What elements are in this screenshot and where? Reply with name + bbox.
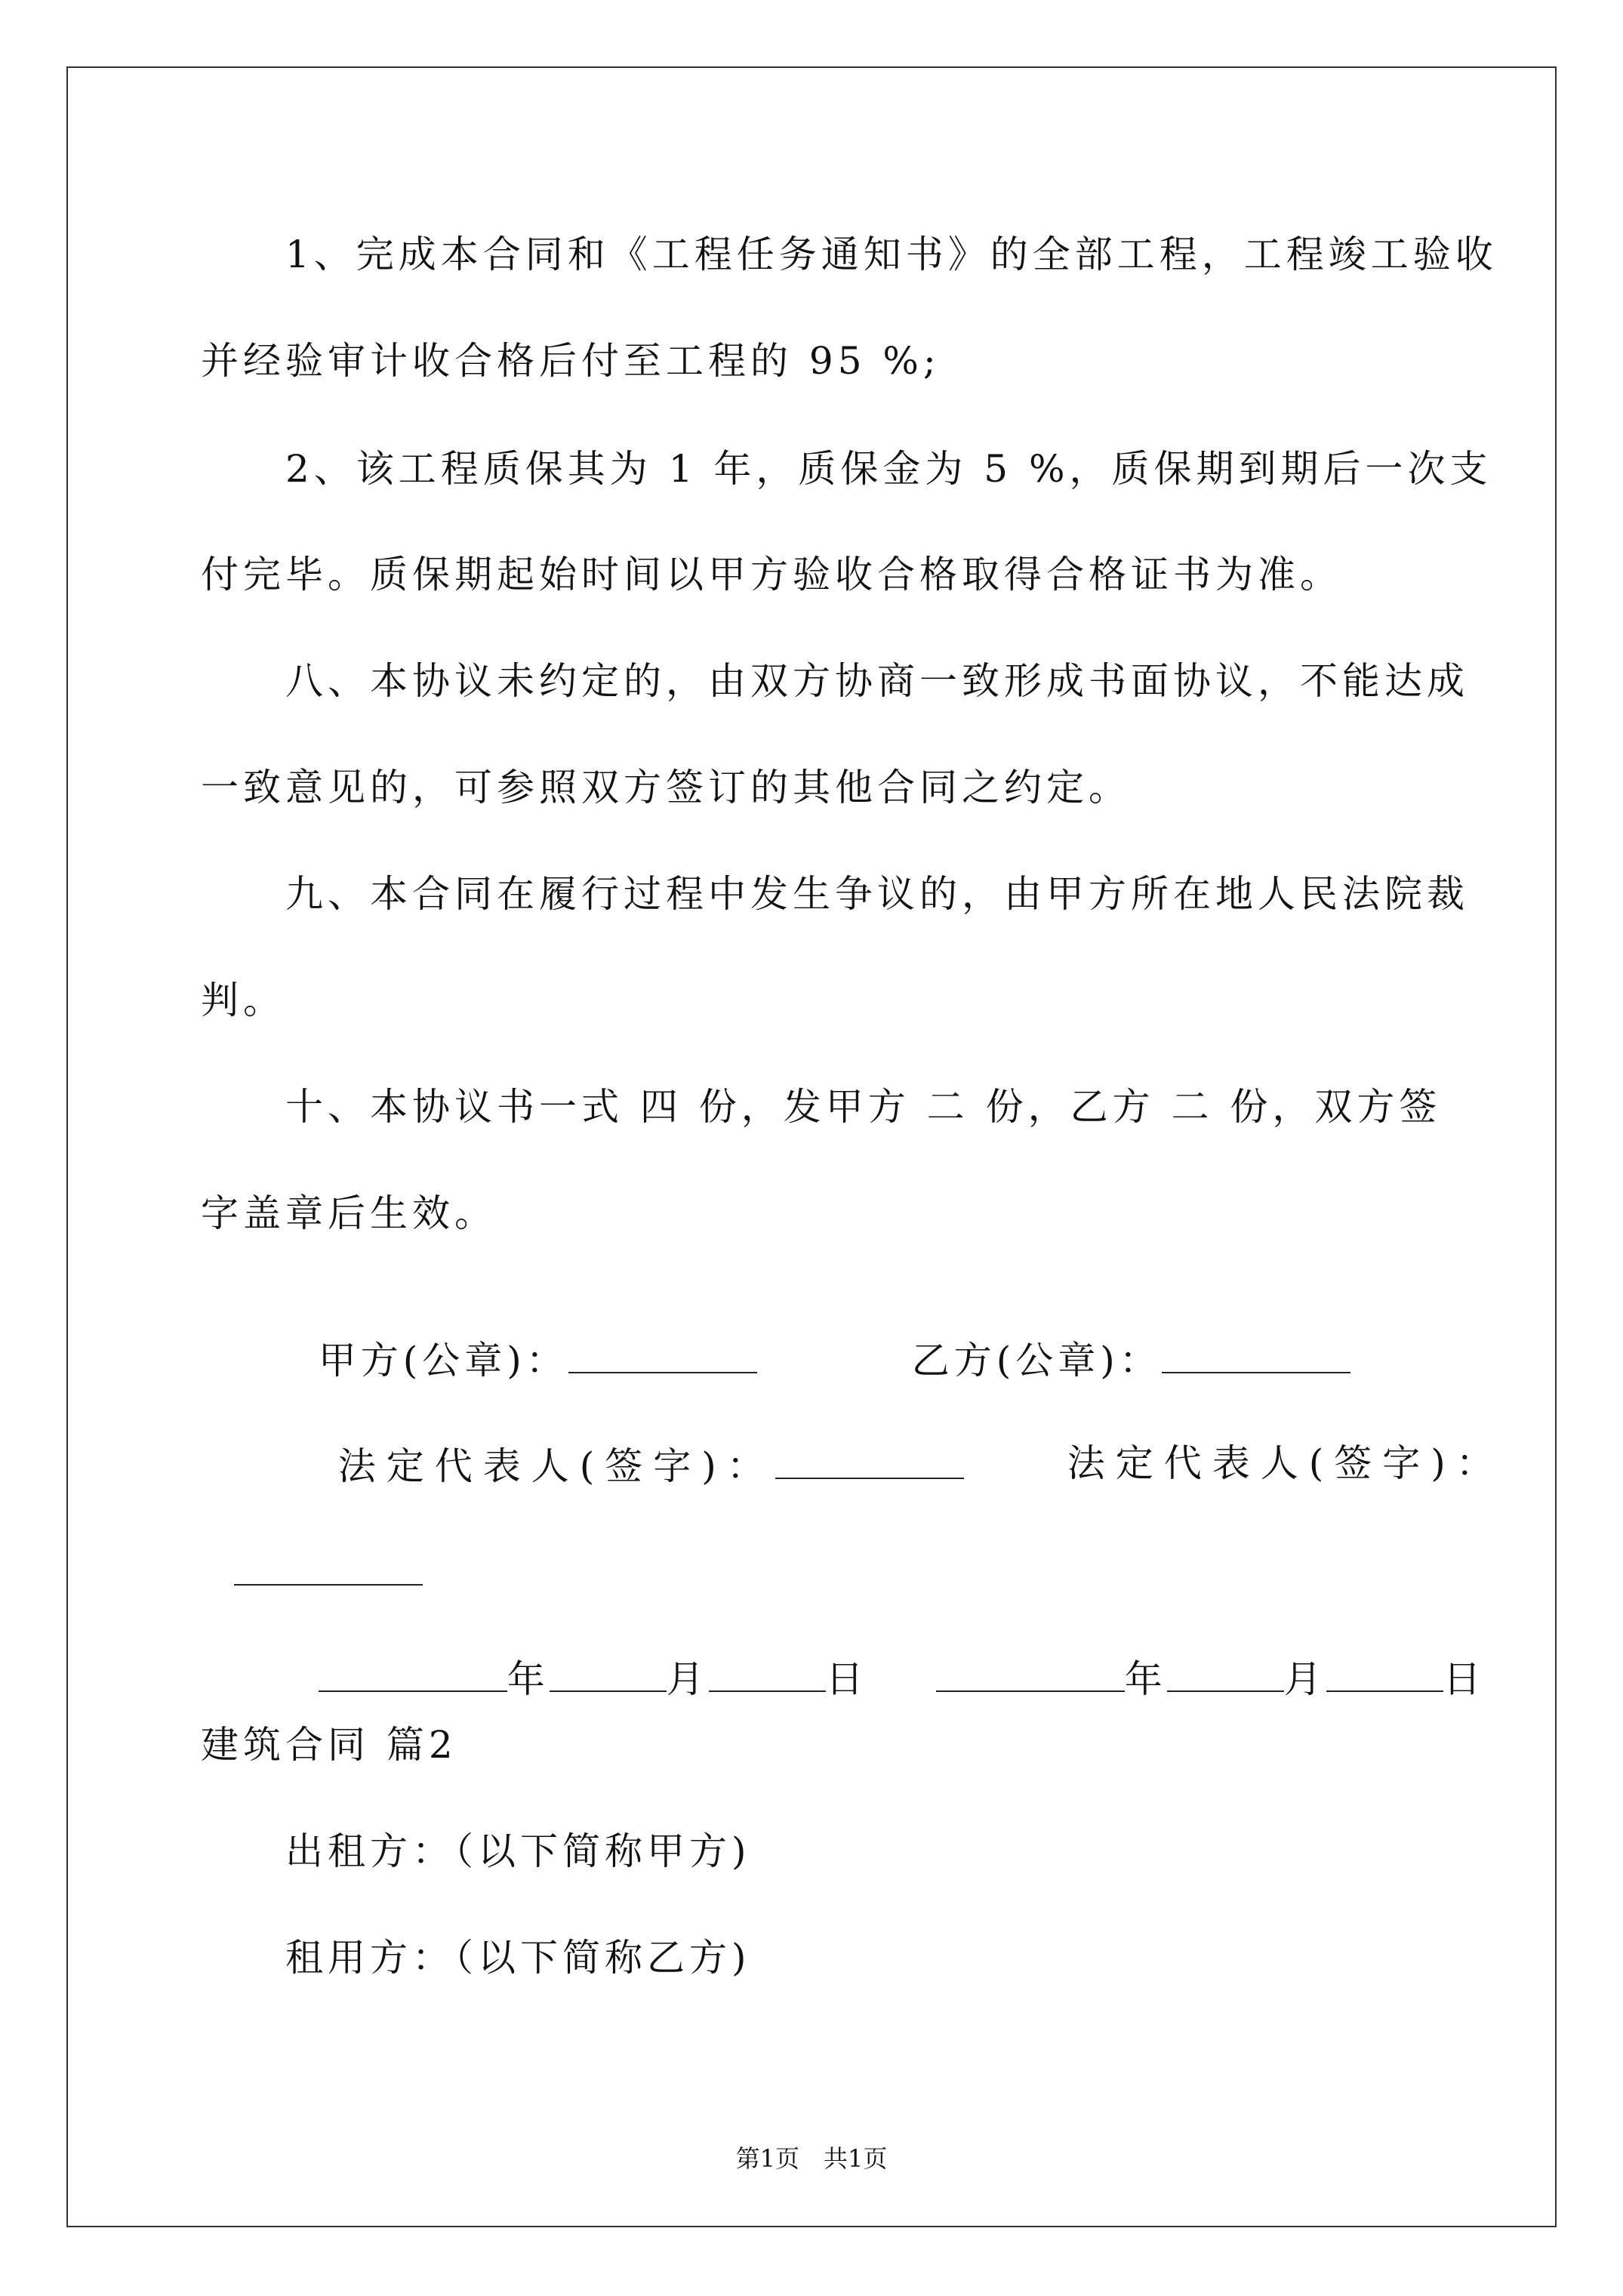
paragraph-line: 2、该工程质保其为 1 年，质保金为 5 %，质保期到期后一次支	[285, 447, 1492, 491]
date-b	[903, 1620, 1486, 1701]
date-a-month-blank	[550, 1657, 667, 1692]
party-a-seal	[285, 1301, 757, 1382]
paragraph-line: 字盖章后生效。	[201, 1191, 497, 1235]
rep-b-label: 法定代表人(签字)：	[1067, 1441, 1504, 1485]
lessee-line: 租用方：（以下简称乙方)	[285, 1936, 751, 1980]
paragraph-line: 九、本合同在履行过程中发生争议的，由甲方所在地人民法院裁	[285, 872, 1469, 916]
date-a-month-label: 月	[666, 1657, 709, 1701]
party-a-seal-blank	[568, 1339, 757, 1373]
party-b-seal-label: 乙方(公章)：	[911, 1339, 1162, 1382]
lessor-line: 出租方：（以下简称甲方)	[285, 1829, 751, 1873]
rep-a-signature	[293, 1407, 964, 1488]
date-b-month-label: 月	[1283, 1657, 1326, 1701]
date-b-year-blank	[936, 1657, 1125, 1692]
page-footer: 第1页 共1页	[735, 2144, 888, 2173]
rep-b-blank	[234, 1551, 423, 1586]
party-b-seal-blank	[1162, 1339, 1350, 1373]
rep-b-signature	[1022, 1407, 1504, 1485]
date-a-day-blank	[709, 1657, 826, 1692]
date-b-year-label: 年	[1124, 1657, 1167, 1701]
paragraph-line: 十、本协议书一式 四 份，发甲方 二 份，乙方 二 份，双方签	[285, 1085, 1442, 1129]
paragraph-line: 八、本协议未约定的，由双方协商一致形成书面协议，不能达成	[285, 659, 1469, 703]
date-a-year-blank	[319, 1657, 507, 1692]
page-border	[66, 66, 1557, 2227]
date-a-day-label: 日	[825, 1657, 868, 1701]
section-heading: 建筑合同 篇2	[201, 1723, 457, 1767]
party-a-seal-label: 甲方(公章)：	[318, 1339, 568, 1382]
paragraph-line: 一致意见的，可参照双方签订的其他合同之约定。	[201, 766, 1131, 809]
paragraph-line: 并经验审计收合格后付至工程的 95 %;	[201, 339, 941, 383]
rep-a-blank	[775, 1444, 964, 1479]
date-b-day-label: 日	[1443, 1657, 1486, 1701]
rep-b-blank-line	[201, 1513, 423, 1592]
paragraph-line: 付完毕。质保期起始时间以甲方验收合格取得合格证书为准。	[201, 553, 1342, 596]
date-b-month-blank	[1167, 1657, 1284, 1692]
date-b-day-blank	[1326, 1657, 1443, 1692]
rep-a-label: 法定代表人(签字)：	[337, 1444, 775, 1488]
party-b-seal	[879, 1301, 1350, 1382]
date-a-year-label: 年	[507, 1657, 550, 1701]
date-a	[285, 1620, 868, 1701]
paragraph-line: 1、完成本合同和《工程任务通知书》的全部工程，工程竣工验收	[285, 233, 1498, 276]
paragraph-line: 判。	[201, 978, 285, 1022]
